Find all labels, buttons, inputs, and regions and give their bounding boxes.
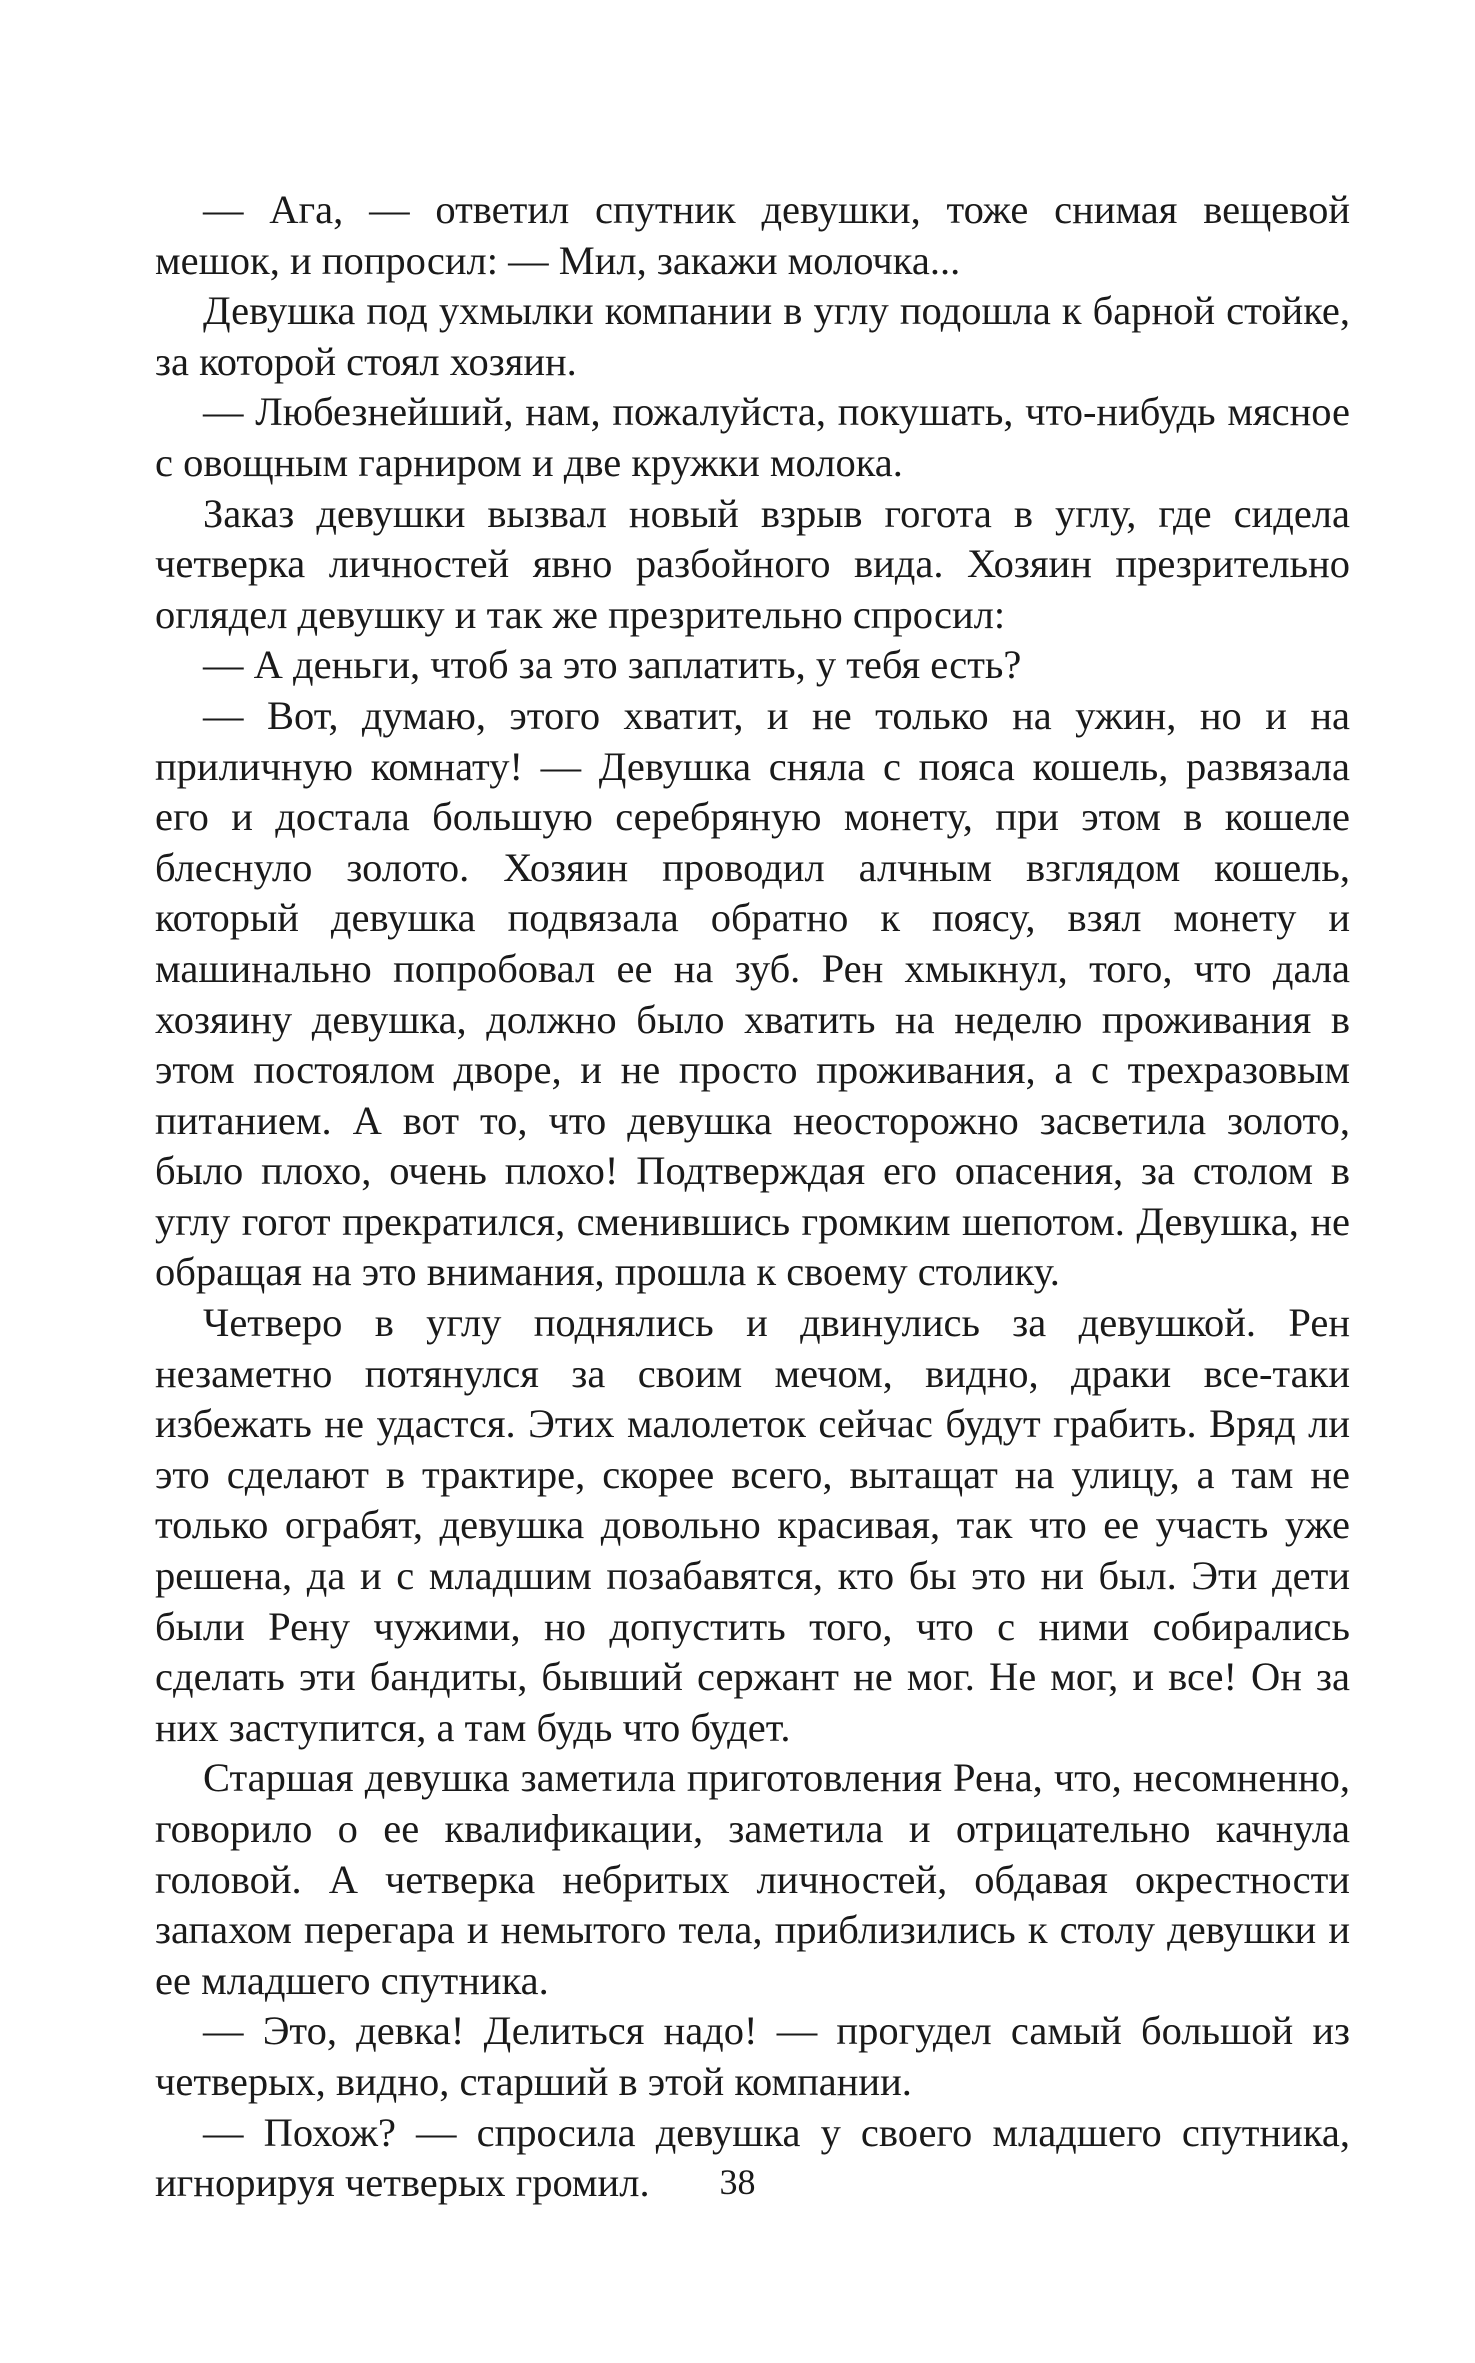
page-number: 38 xyxy=(719,2162,756,2202)
paragraph-7: Четверо в углу поднялись и двинулись за девушкой. Рен незаметно потянулся за своим мечом, видно, драки все-таки избежать не удастся. Этих малолеток сейчас будут грабить. Вряд ли это сделают в трактире, скорее всего, вытащат на улицу, а там не только ограбят, девушка довольно красивая, так что ее участь уже решена, да и с младшим позабавятся, кто бы это ни был. Эти дети были Рену чужими, но допустить того, что с ними собирались сделать эти бандиты, бывший сержант не мог. Не мог, и все! Он за них заступится, а там будь что будет. xyxy=(155,1300,1350,1750)
body-text xyxy=(155,185,1350,2209)
paragraph-3: — Любезнейший, нам, пожалуйста, покушать, что-нибудь мясное с овощным гарниром и две кружки молока. xyxy=(155,389,1350,485)
paragraph-10: — Похож? — спросила девушка у своего младшего спутника, игнорируя четверых громил. xyxy=(155,2109,1350,2206)
paragraph-2: Девушка под ухмылки компании в углу подошла к барной стойке, за которой стоял хозяин. xyxy=(155,288,1350,384)
paragraph-4: Заказ девушки вызвал новый взрыв гогота в углу, где сидела четверка личностей явно разбойного вида. Хозяин презрительно оглядел девушку и так же презрительно спросил: xyxy=(155,490,1350,637)
paragraph-8: Старшая девушка заметила приготовления Рена, что, несомненно, говорило о ее квалификации, заметила и отрицательно качнула головой. А четверка небритых личностей, обдавая окрестности запахом перегара и немытого тела, приблизились к столу девушки и ее младшего спутника. xyxy=(155,1755,1350,2003)
paragraph-6: — Вот, думаю, этого хватит, и не только на ужин, но и на приличную комнату! — Девушка сняла с пояса кошель, развязала его и достала большую серебряную монету, при этом в кошеле блеснуло золото. Хозяин проводил алчным взглядом кошель, который девушка подвязала обратно к поясу, взял монету и машинально попробовал ее на зуб. Рен хмыкнул, того, что дала хозяину девушка, должно было хватить на неделю проживания в этом постоялом дворе, и не просто проживания, а с трехразовым питанием. А вот то, что девушка неосторожно засветила золото, было плохо, очень плохо! Подтверждая его опасения, за столом в углу гогот прекратился, сменившись громким шепотом. Девушка, не обращая на это внимания, прошла к своему столику. xyxy=(155,692,1350,1295)
paragraph-5: — А деньги, чтоб за это заплатить, у тебя есть? xyxy=(203,642,1022,688)
paragraph-1: — Ага, — ответил спутник девушки, тоже снимая вещевой мешок, и попросил: — Мил, закажи молочка... xyxy=(155,187,1350,283)
paragraph-9: — Это, девка! Делиться надо! — прогудел самый большой из четверых, видно, старший в этой компании. xyxy=(155,2008,1350,2104)
